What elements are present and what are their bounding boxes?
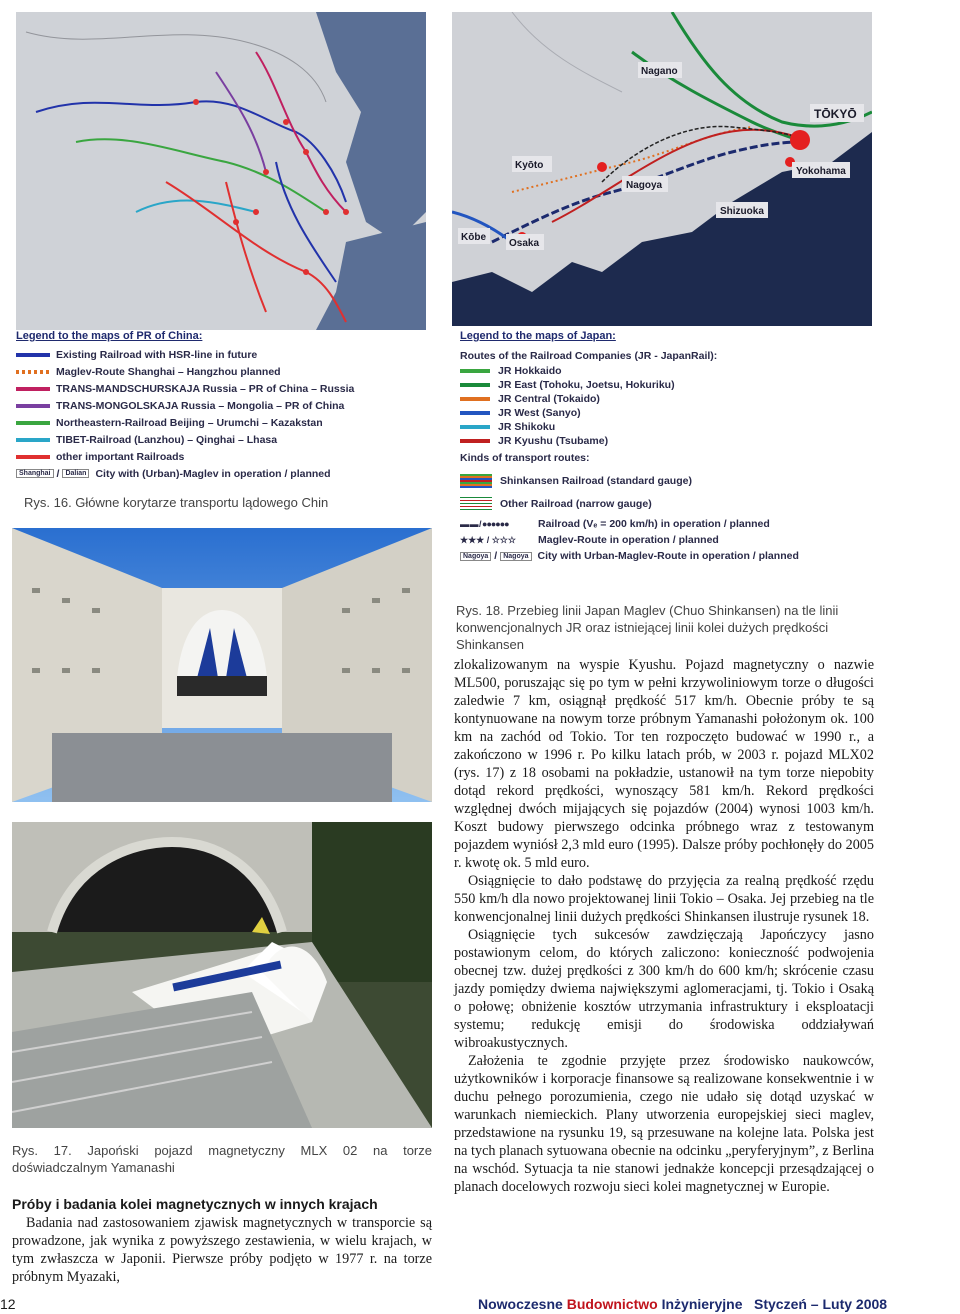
city-label-osaka: Osaka (509, 238, 540, 249)
japan-routes-list (460, 364, 872, 448)
maglev-photo-top (12, 528, 432, 802)
china-legend-item (16, 397, 356, 414)
legend-label: Northeastern-Railroad Beijing – Urumchi – Kazakstan (56, 416, 323, 429)
route-swatch (460, 411, 490, 415)
city-label-shizuoka: Shizuoka (720, 206, 764, 217)
route-swatch (460, 369, 490, 373)
legend-slash: / (56, 467, 60, 480)
city-tag-dalian: Dalian (62, 469, 89, 478)
china-legend-item (16, 346, 356, 363)
city-label-nagoya: Nagoya (626, 180, 663, 191)
china-legend-item (16, 414, 356, 431)
issue-date: Styczeń – Luty 2008 (754, 1296, 888, 1312)
china-map (16, 12, 426, 330)
japan-route-item (460, 392, 872, 406)
legend-label: Existing Railroad with HSR-line in future (56, 348, 258, 361)
figure-17-caption: Rys. 17. Japoński pojazd magnetyczny MLX 02 na torze doświadczalnym Yamanashi (12, 1143, 432, 1175)
kind-maglev (460, 532, 872, 548)
japan-map-graphic (452, 12, 872, 326)
china-legend-item (16, 431, 356, 448)
city-tag-shanghai: Shanghai (16, 469, 54, 478)
city-legend-text: City with (Urban)-Maglev in operation / planned (95, 467, 331, 480)
right-column-text (454, 656, 874, 1196)
route-swatch (460, 439, 490, 443)
japan-routes-heading: Routes of the Railroad Companies (JR - JapanRail): (460, 350, 718, 362)
right-paragraph-2: Osiągnięcie to dało podstawę do przyjęcia za realną prędkość rzędu 550 km/h dla nowo projektowanej linii Tokio – Osaka. Jej przebieg na tle konwencjonalnej linii dużych prędkości Shinkansen ilustruje rysunek 18. (454, 873, 874, 925)
japan-map-legend (452, 330, 872, 592)
page-number: 12 (0, 1296, 16, 1312)
china-legend-item (16, 448, 356, 465)
china-legend-list (16, 346, 356, 465)
legend-label: Maglev-Route Shanghai – Hangzhou planned (56, 365, 281, 378)
figure-18-caption: Rys. 18. Przebieg linii Japan Maglev (Chuo Shinkansen) na tle linii konwencjonalnych JR oraz istniejącej linii kolei dużych prędkości Shinkansen (456, 603, 839, 652)
legend-swatch (16, 455, 50, 459)
city-label-kyoto: Kyōto (515, 160, 544, 171)
right-paragraph-1: zlokalizowanym na wyspie Kyushu. Pojazd magnetyczny o nazwie ML500, poruszając się po tym w pełni krzywoliniowym torze o długości zaledwie 7 km, osiągnął prędkość 517 km/h. Obecnie próby te są kontynuowane na nowym torze próbnym Yamanashi położonym ok. 100 km na zachód od Tokio. Tor ten rozpoczęto budować w 1990 r., a zakończono w 1996 r. Po kilku latach prób, w 2003 r. pojazd MLX02 (rys. 17) z 18 osobami na pokładzie, ustanowił na tym torze niepobity dotąd rekord prędkości, wynoszący 581 km/h. Rekord prędkości względnej dwóch mijających się pojazdów (2004) wynosi 1003 km/h. Koszt budowy pierwszego odcinka próbnego wraz z testowanym pojazdem wyniósł 2,3 mld euro (1995). Dalsze próby pochłonęły do 2005 r. kwotę ok. 5 mld euro. (454, 657, 874, 871)
japan-route-item (460, 406, 872, 420)
section-heading: Próby i badania kolei magnetycznych w innych krajach (12, 1196, 378, 1212)
maglev-front-image (12, 528, 432, 802)
japan-kinds-list (460, 470, 872, 564)
japan-route-item (460, 364, 872, 378)
route-swatch (460, 425, 490, 429)
japan-route-item (460, 420, 872, 434)
china-legend-item (16, 380, 356, 397)
city-label-nagano: Nagano (641, 66, 678, 77)
city-label-yokohama: Yokohama (796, 166, 846, 177)
legend-slash-japan: / (494, 550, 498, 562)
city-tag-nagoya-1: Nagoya (460, 552, 491, 561)
legend-swatch (16, 404, 50, 408)
magazine-title (478, 1296, 743, 1312)
legend-swatch (16, 370, 50, 374)
japan-route-item (460, 434, 872, 448)
kind-maglev-label: Maglev-Route in operation / planned (538, 534, 719, 546)
route-swatch (460, 383, 490, 387)
city-label-kobe: Kōbe (461, 232, 486, 243)
route-swatch (460, 397, 490, 401)
legend-swatch (16, 438, 50, 442)
route-label: JR Shikoku (498, 421, 556, 433)
route-label: JR Central (Tokaido) (498, 393, 600, 405)
right-paragraph-3: Osiągnięcie tych sukcesów zawdzięczają Japończycy jasno postawionym celom, do których zaliczono: konieczność podwojenia obecnej tzw. dużej prędkości z 300 km/h do 600 km/h; skrócenie czasu jazdy pomiędzy dwiema największymi aglomeracjami, tj. Tokio i Osaką o połowę; obniżenie kosztów utrzymania infrastruktury i eksploatacji systemu; redukcję emisji do środowiska oddziaływań wibroakustycznych. (454, 927, 874, 1051)
legend-swatch (16, 387, 50, 391)
china-legend-item (16, 363, 356, 380)
left-column (12, 1196, 432, 1286)
figure-16-caption: Rys. 16. Główne korytarze transportu lądowego Chin (24, 495, 329, 510)
legend-label: other important Railroads (56, 450, 185, 463)
route-label: JR Hokkaido (498, 365, 562, 377)
japan-kinds-heading: Kinds of transport routes: (460, 452, 590, 464)
left-paragraph-1: Badania nad zastosowaniem zjawisk magnetycznych w transporcie są prowadzone, jak wynika z powyższego zestawienia, w wielu krajach, w tym zwłaszcza w Japonii. Pierwsze próby podjęto w 1977 r. na torze próbnym Myazaki, (12, 1215, 432, 1285)
right-paragraph-4: Założenia te zgodnie przyjęte przez środowisko naukowców, użytkowników i korporacje finansowe są realizowane konsekwentnie i w duchu pełnego porozumienia, czego nie udało się dotąd uzyskać w warunkach niemieckich. Plany utworzenia europejskiej sieci maglev, przedstawione na rysunku 19, są przesuwane na kolejne lata. Polska jest na tych planach sytuowana obecnie na odcinku „peryferyjnym”, z Berlina na wschód. Sytuacja ta nie stanowi jednakże koncepcji przesądzającej o planach docelowych rozwoju sieci kolei magnetycznej w Europie. (454, 1053, 874, 1195)
china-city-legend (16, 465, 356, 482)
japan-legend-title: Legend to the maps of Japan: (460, 330, 616, 342)
kind-other-railroad-swatch (460, 497, 492, 511)
kind-other-railroad-label: Other Railroad (narrow gauge) (500, 498, 652, 510)
kind-urban-maglev (460, 548, 872, 564)
legend-label: TRANS-MONGOLSKAJA Russia – Mongolia – PR of China (56, 399, 345, 412)
china-map-legend (16, 330, 356, 490)
kind-railroad-200 (460, 516, 872, 532)
japan-route-item (460, 378, 872, 392)
china-map-graphic (16, 12, 426, 330)
kind-urban-maglev-label: City with Urban-Maglev-Route in operation / planned (537, 550, 799, 562)
china-legend-title: Legend to the maps of PR of China: (16, 330, 203, 342)
city-tag-nagoya-2: Nagoya (500, 552, 531, 561)
kind-shinkansen-swatch (460, 474, 492, 488)
kind-shinkansen (460, 470, 872, 492)
legend-label: TIBET-Railroad (Lanzhou) – Qinghai – Lhasa (56, 433, 278, 446)
japan-map (452, 12, 872, 326)
kind-shinkansen-label: Shinkansen Railroad (standard gauge) (500, 475, 692, 487)
magazine-title-part2: Budownictwo (566, 1296, 658, 1312)
kind-maglev-swatch: ★★★ / ☆☆☆ (460, 534, 516, 545)
kind-other-railroad (460, 492, 872, 516)
maglev-photo-bottom (12, 822, 432, 1128)
legend-swatch (16, 353, 50, 357)
maglev-tunnel-image (12, 822, 432, 1128)
left-column-text (12, 1214, 432, 1286)
magazine-title-part1: Nowoczesne (478, 1296, 563, 1312)
city-label-tokyo: TŌKYŌ (814, 107, 857, 121)
route-label: JR West (Sanyo) (498, 407, 581, 419)
legend-label: TRANS-MANDSCHURSKAJA Russia – PR of China – Russia (56, 382, 355, 395)
legend-swatch (16, 421, 50, 425)
kind-railroad-200-label: Railroad (Vₑ = 200 km/h) in operation / planned (538, 518, 770, 530)
kind-railroad-200-swatch: ▬ ▬ / ●●●●●● (460, 519, 509, 529)
route-label: JR Kyushu (Tsubame) (498, 435, 609, 447)
route-label: JR East (Tohoku, Joetsu, Hokuriku) (498, 379, 675, 391)
magazine-title-part3: Inżynieryjne (661, 1296, 743, 1312)
